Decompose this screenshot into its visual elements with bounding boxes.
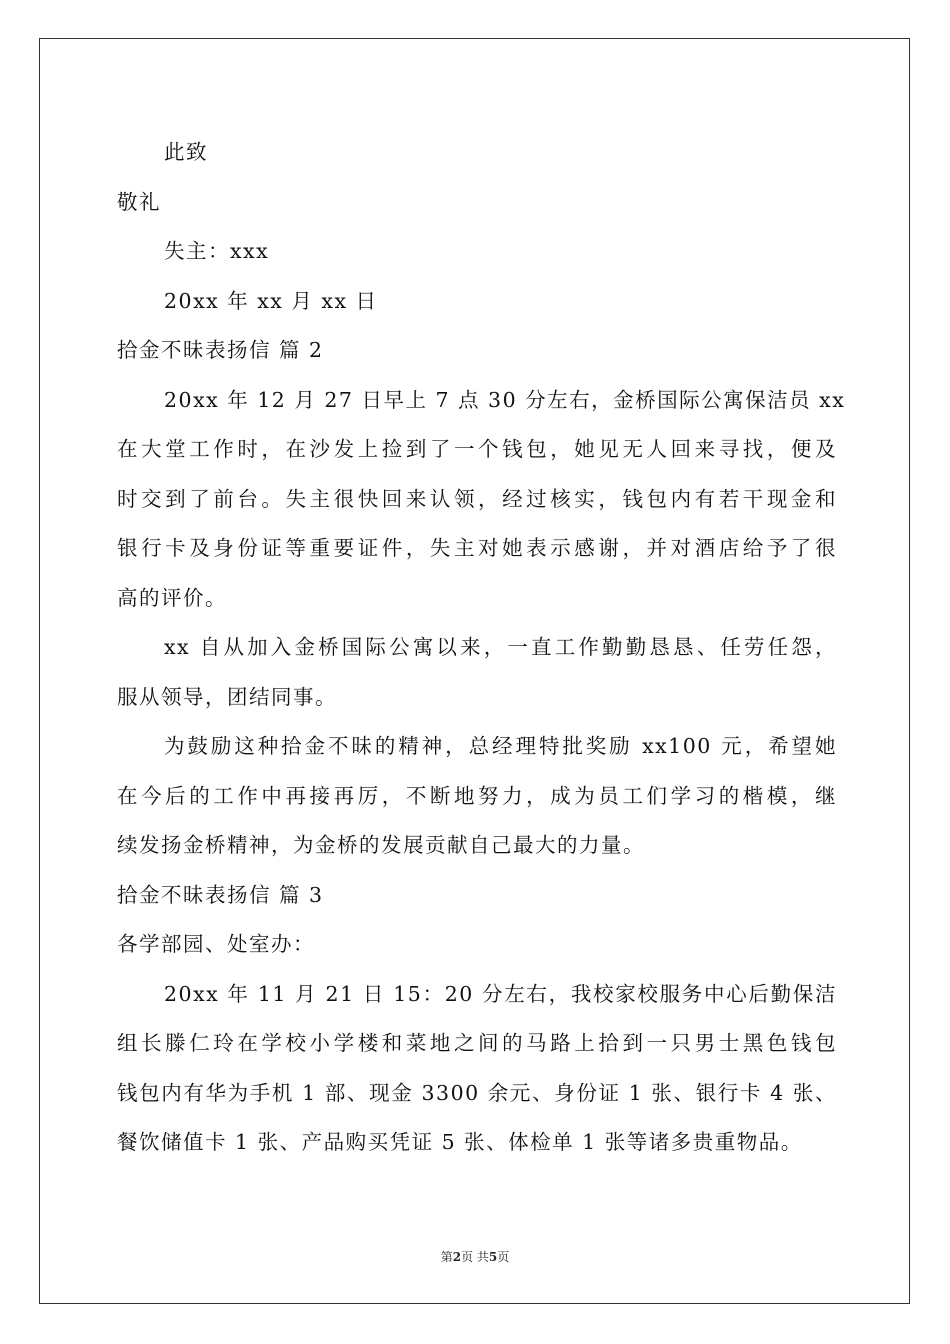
page-footer [0,1248,950,1265]
paragraph-line: 在大堂工作时，在沙发上捡到了一个钱包，她见无人回来寻找，便及 [117,437,837,461]
paragraph-line: 为鼓励这种拾金不昧的精神，总经理特批奖励 xx100 元，希望她 [164,734,837,758]
paragraph-line: xx 自从加入金桥国际公寓以来，一直工作勤勤恳恳、任劳任怨， [164,635,837,659]
page-mid: 页 共 [461,1250,489,1264]
section-title: 拾金不昧表扬信 篇 3 [117,882,324,907]
addressee: 各学部园、处室办： [117,932,315,956]
page-suffix: 页 [497,1250,510,1264]
paragraph-line: 钱包内有华为手机 1 部、现金 3300 余元、身份证 1 张、银行卡 4 张、 [117,1080,837,1105]
paragraph-line: 银行卡及身份证等重要证件，失主对她表示感谢，并对酒店给予了很 [117,536,837,560]
salutation: 敬礼 [117,189,161,214]
page-prefix: 第 [440,1250,453,1264]
paragraph-line: 20xx 年 11 月 21 日 15：20 分左右，我校家校服务中心后勤保洁 [164,981,837,1006]
paragraph-line: 在今后的工作中再接再厉，不断地努力，成为员工们学习的楷模，继 [117,783,837,808]
paragraph-line: 组长滕仁玲在学校小学楼和菜地之间的马路上拾到一只男士黑色钱包 [117,1031,837,1055]
owner-signature: 失主：xxx [164,239,270,263]
paragraph-line: 20xx 年 12 月 27 日早上 7 点 30 分左右，金桥国际公寓保洁员 xx [164,387,846,412]
section-title: 拾金不昧表扬信 篇 2 [117,338,324,362]
current-page-number: 2 [452,1250,462,1264]
letter-date: 20xx 年 xx 月 xx 日 [164,288,378,313]
paragraph-line: 高的评价。 [117,585,227,610]
document-body [117,128,846,1168]
paragraph-line: 餐饮储值卡 1 张、产品购买凭证 5 张、体检单 1 张等诸多贵重物品。 [117,1130,803,1154]
closing-line: 此致 [164,140,208,164]
paragraph-line: 续发扬金桥精神，为金桥的发展贡献自己最大的力量。 [117,833,645,857]
total-page-number: 5 [488,1250,498,1264]
paragraph-line: 时交到了前台。失主很快回来认领，经过核实，钱包内有若干现金和 [117,486,837,511]
paragraph-line: 服从领导，团结同事。 [117,684,337,709]
